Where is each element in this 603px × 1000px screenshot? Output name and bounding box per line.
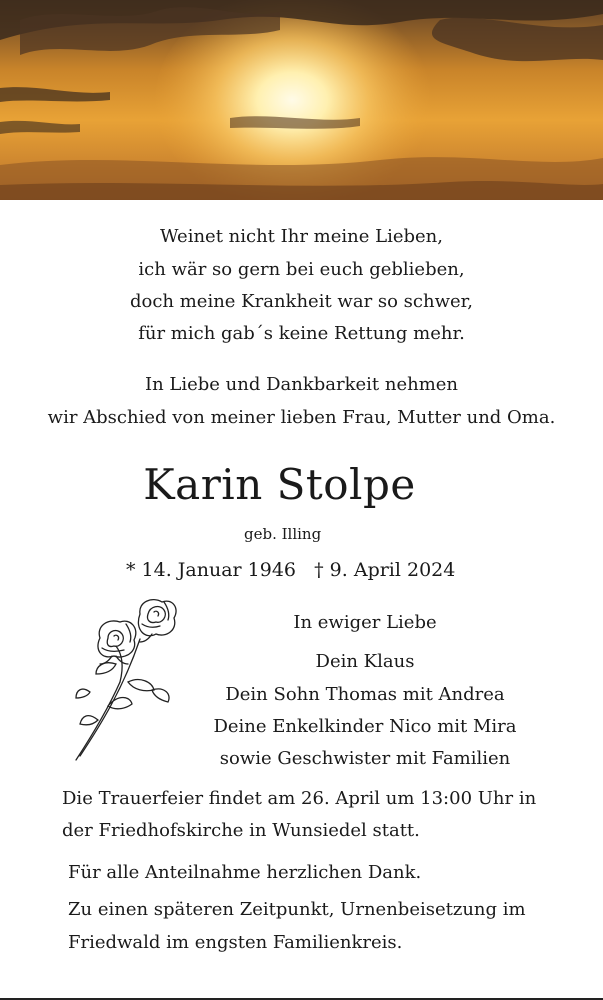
- sunset-photo: [0, 0, 603, 200]
- mourner-line-3: Deine Enkelkinder Nico mit Mira: [213, 716, 517, 737]
- mourners-heading: In ewiger Liebe: [293, 612, 437, 633]
- intro-line-1: In Liebe und Dankbarkeit nehmen: [144, 374, 459, 395]
- rose-drawing-icon: [68, 594, 186, 766]
- poem-line-2: ich wär so gern bei euch geblieben,: [138, 259, 465, 280]
- life-dates: * 14. Januar 1946 † 9. April 2024: [126, 559, 456, 581]
- poem-line-3: doch meine Krankheit war so schwer,: [129, 291, 474, 312]
- notice-line-2: der Friedhofskirche in Wunsiedel statt.: [62, 820, 420, 841]
- deceased-name: Karin Stolpe: [143, 460, 416, 509]
- notice-line-5: Friedwald im engsten Familienkreis.: [68, 932, 403, 953]
- notice-line-1: Die Trauerfeier findet am 26. April um 13:00 Uhr in: [62, 788, 537, 809]
- mourner-line-1: Dein Klaus: [315, 651, 415, 672]
- mourner-line-4: sowie Geschwister mit Familien: [219, 748, 511, 769]
- poem-line-1: Weinet nicht Ihr meine Lieben,: [160, 226, 443, 247]
- mourner-line-2: Dein Sohn Thomas mit Andrea: [225, 684, 505, 705]
- notice-line-3: Für alle Anteilnahme herzlichen Dank.: [68, 862, 422, 883]
- poem-line-4: für mich gab´s keine Rettung mehr.: [138, 323, 465, 344]
- maiden-name: geb. Illing: [244, 525, 322, 543]
- notice-line-4: Zu einen späteren Zeitpunkt, Urnenbeisetzung im: [68, 899, 526, 920]
- intro-line-2: wir Abschied von meiner lieben Frau, Mutter und Oma.: [47, 407, 556, 428]
